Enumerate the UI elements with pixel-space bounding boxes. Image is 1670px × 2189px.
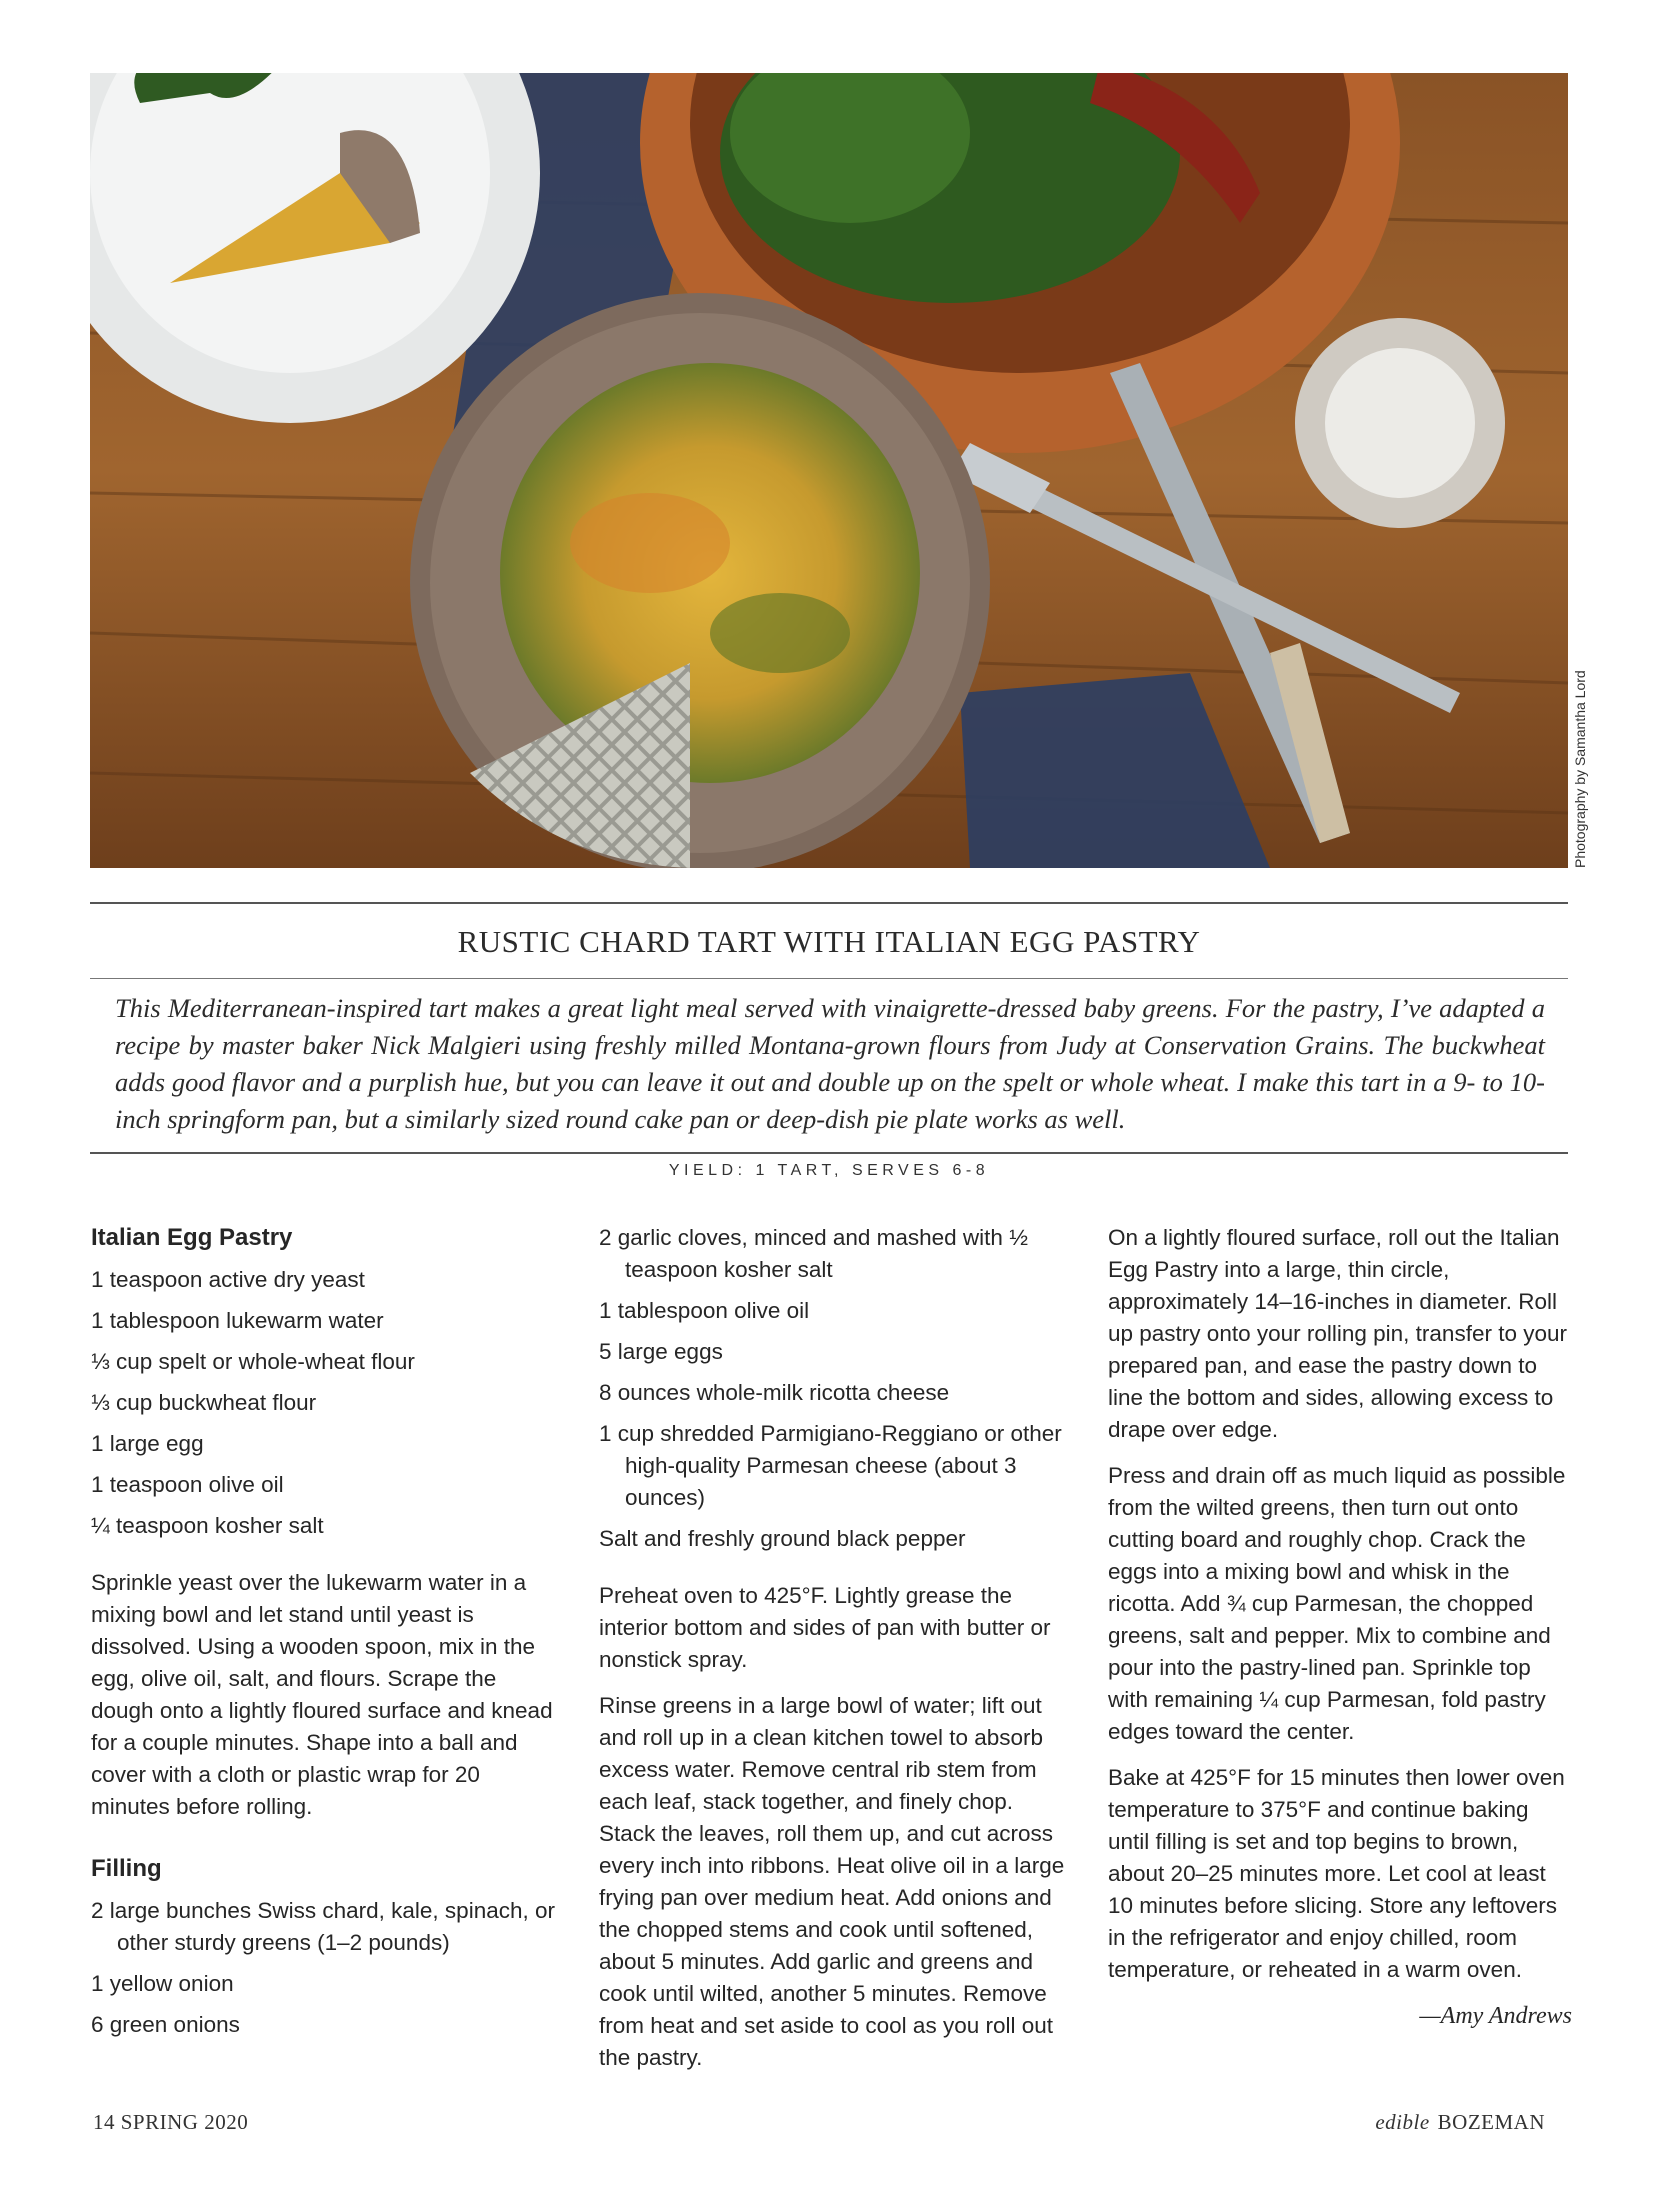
recipe-yield: YIELD: 1 TART, SERVES 6-8 bbox=[668, 1162, 990, 1179]
ingredient-item: 5 large eggs bbox=[599, 1339, 723, 1364]
ingredient-item: 2 garlic cloves, minced and mashed with ½ teaspoon kosher salt bbox=[599, 1225, 1028, 1282]
intro-bottom-rule bbox=[90, 1152, 1568, 1154]
filling-heading: Filling bbox=[91, 1855, 162, 1882]
ingredient-item: 1 cup shredded Parmigiano-Reggiano or other high-quality Parmesan cheese (about 3 ounces) bbox=[599, 1421, 1062, 1510]
ingredient-item: 1 tablespoon lukewarm water bbox=[91, 1308, 384, 1333]
footer-publication bbox=[1375, 2110, 1545, 2135]
tart-photo-illustration bbox=[90, 73, 1568, 868]
recipe-title: RUSTIC CHARD TART WITH ITALIAN EGG PASTRY bbox=[457, 924, 1201, 959]
method-step: Press and drain off as much liquid as possible from the wilted greens, then turn out onto cutting board and roughly chop. Crack the eggs into a mixing bowl and whisk in the ricotta. Add ¾ cup Parmesan, the chopped greens, salt and pepper. Mix to combine and pour into the pastry-lined pan. Sprinkle top with remaining ¼ cup Parmesan, fold pastry edges toward the center. bbox=[1108, 1463, 1566, 1744]
ingredient-item: 2 large bunches Swiss chard, kale, spinach, or other sturdy greens (1–2 pounds) bbox=[91, 1898, 555, 1955]
pastry-method: Sprinkle yeast over the lukewarm water in a mixing bowl and let stand until yeast is dissolved. Using a wooden spoon, mix in the egg, olive oil, salt, and flours. Scrape the dough onto a lightly floured surface and knead for a couple minutes. Shape into a ball and cover with a cloth or plastic wrap for 20 minutes before rolling. bbox=[91, 1570, 553, 1819]
ingredient-item: ⅓ cup spelt or whole-wheat flour bbox=[91, 1349, 415, 1374]
column-3 bbox=[1108, 1222, 1572, 2032]
ingredient-item: 1 teaspoon olive oil bbox=[91, 1472, 284, 1497]
method-step: Bake at 425°F for 15 minutes then lower oven temperature to 375°F and continue baking until filling is set and top begins to brown, about 20–25 minutes more. Let cool at least 10 minutes before slicing. Store any leftovers in the refrigerator and enjoy chilled, room temperature, or reheated in a warm oven. bbox=[1108, 1765, 1565, 1982]
method-step: On a lightly floured surface, roll out the Italian Egg Pastry into a large, thin circle, approximately 14–16-inches in diameter. Roll up pastry onto your rolling pin, transfer to your prepared pan, and ease the pastry down to line the bottom and sides, allowing excess to drape over edge. bbox=[1108, 1225, 1567, 1442]
page-number: 14 bbox=[93, 2110, 115, 2134]
column-1 bbox=[91, 1222, 561, 2050]
publication-prefix: edible bbox=[1375, 2110, 1430, 2134]
ingredient-item: 8 ounces whole-milk ricotta cheese bbox=[599, 1380, 950, 1405]
recipe-intro: This Mediterranean-inspired tart makes a great light meal served with vinaigrette-dressed baby greens. For the pastry, I’ve adapted a recipe by master baker Nick Malgieri using freshly milled Montana-grown flours from Judy at Conservation Grains. The buckwheat adds good flavor and a purplish hue, but you can leave it out and double up on the spelt or whole wheat. I make this tart in a 9- to 10-inch springform pan, but a similarly sized round cake pan or deep-dish pie plate works as well. bbox=[115, 993, 1545, 1134]
footer-page-info bbox=[93, 2110, 248, 2135]
column-2 bbox=[599, 1222, 1069, 2088]
method-step: Rinse greens in a large bowl of water; lift out and roll up in a clean kitchen towel to absorb excess water. Remove central rib stem from each leaf, stack together, and finely chop. Stack the leaves, roll them up, and cut across every inch into ribbons. Heat olive oil in a large frying pan over medium heat. Add onions and the chopped stems and cook until softened, about 5 minutes. Add garlic and greens and cook until wilted, another 5 minutes. Remove from heat and set aside to cool as you roll out the pastry. bbox=[599, 1693, 1065, 2070]
ingredient-item: 1 teaspoon active dry yeast bbox=[91, 1267, 365, 1292]
pastry-heading: Italian Egg Pastry bbox=[91, 1224, 293, 1251]
ingredient-item: 1 large egg bbox=[91, 1431, 204, 1456]
ingredient-item: 6 green onions bbox=[91, 2012, 240, 2037]
ingredient-item: ¼ teaspoon kosher salt bbox=[91, 1513, 324, 1538]
author-signature: —Amy Andrews bbox=[1419, 2003, 1572, 2029]
ingredient-item: ⅓ cup buckwheat flour bbox=[91, 1390, 317, 1415]
method-step: Preheat oven to 425°F. Lightly grease the interior bottom and sides of pan with butter or nonstick spray. bbox=[599, 1583, 1051, 1672]
ingredient-item: 1 tablespoon olive oil bbox=[599, 1298, 810, 1323]
publication-name: BOZEMAN bbox=[1437, 2110, 1545, 2134]
ingredient-item: Salt and freshly ground black pepper bbox=[599, 1526, 966, 1551]
title-bottom-rule bbox=[90, 978, 1568, 979]
ingredient-item: 1 yellow onion bbox=[91, 1971, 234, 1996]
photo-credit: Photography by Samantha Lord bbox=[1572, 670, 1588, 868]
title-top-rule bbox=[90, 902, 1568, 904]
tart-photo bbox=[90, 73, 1568, 868]
issue-label: SPRING 2020 bbox=[120, 2110, 249, 2134]
